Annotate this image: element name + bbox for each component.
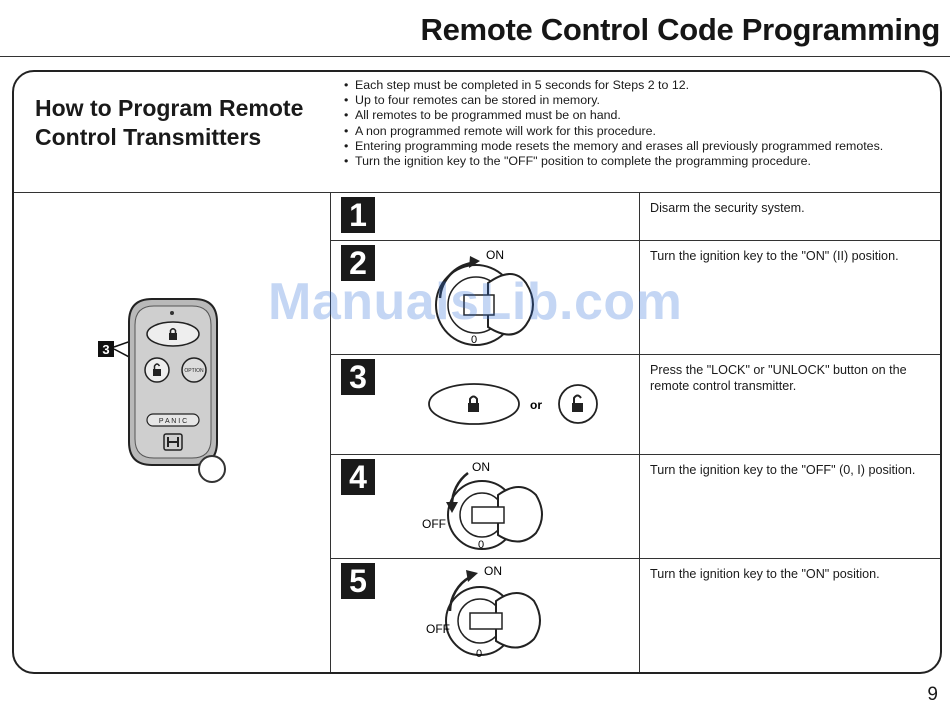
callout-number: 3 <box>102 342 110 357</box>
label-on: ON <box>486 248 504 262</box>
section-heading <box>35 94 303 152</box>
label-off: OFF <box>426 622 450 636</box>
note-item: • A non programmed remote will work for this procedure. <box>344 124 934 139</box>
step-number-badge: 5 <box>341 563 375 599</box>
label-zero: 0 <box>478 539 485 551</box>
title-rule <box>0 56 950 57</box>
step-column-divider <box>639 193 640 241</box>
step-instruction: Press the "LOCK" or "UNLOCK" button on the remote control transmitter. <box>650 363 907 393</box>
lock-unlock-illustration <box>414 377 604 431</box>
note-item: • Entering programming mode resets the memory and erases all previously programmed remotes. <box>344 139 934 154</box>
step-number-badge: 4 <box>341 459 375 495</box>
page-title: Remote Control Code Programming <box>420 12 940 47</box>
key-blade <box>470 613 502 629</box>
label-zero: 0 <box>476 648 483 660</box>
note-item: • Turn the ignition key to the "OFF" position to complete the programming procedure. <box>344 154 934 169</box>
step-row-5 <box>330 558 940 673</box>
note-item: • Up to four remotes can be stored in memory. <box>344 93 934 108</box>
ignition-on-return-illustration <box>418 561 578 666</box>
page-number: 9 <box>927 684 938 705</box>
notes-list <box>344 78 934 169</box>
step-column-divider <box>639 355 640 455</box>
step-row-4 <box>330 454 940 559</box>
step-row-3 <box>330 354 940 455</box>
step-instruction: Turn the ignition key to the "ON" position. <box>650 567 880 581</box>
section-heading-line1: How to Program Remote <box>35 95 304 121</box>
step-number-badge: 2 <box>341 245 375 281</box>
section-heading-line2: Control Transmitters <box>35 124 262 150</box>
label-on: ON <box>472 460 490 474</box>
step-instruction: Turn the ignition key to the "ON" (II) position. <box>650 249 899 263</box>
label-off: OFF <box>422 517 446 531</box>
key-blade <box>472 507 504 523</box>
step-number-badge: 3 <box>341 359 375 395</box>
note-item: • Each step must be completed in 5 seconds for Steps 2 to 12. <box>344 78 934 93</box>
step-row-1 <box>330 192 940 241</box>
step-column-divider <box>639 559 640 673</box>
remote-illustration <box>84 287 244 497</box>
step-column-divider <box>639 455 640 559</box>
step-instruction: Turn the ignition key to the "OFF" (0, I) position. <box>650 463 916 477</box>
ignition-off-illustration <box>420 457 580 557</box>
label-on: ON <box>484 564 502 578</box>
or-label: or <box>530 398 542 412</box>
key-ring <box>199 456 225 482</box>
step-number-badge: 1 <box>341 197 375 233</box>
note-item: • All remotes to be programmed must be on hand. <box>344 108 934 123</box>
watermark: ManualsLib.com <box>268 273 683 331</box>
instruction-panel <box>12 70 942 674</box>
option-label: OPTION <box>184 368 204 374</box>
panic-label: P A N I C <box>158 418 188 425</box>
step-instruction: Disarm the security system. <box>650 201 805 215</box>
label-zero: 0 <box>471 334 478 346</box>
